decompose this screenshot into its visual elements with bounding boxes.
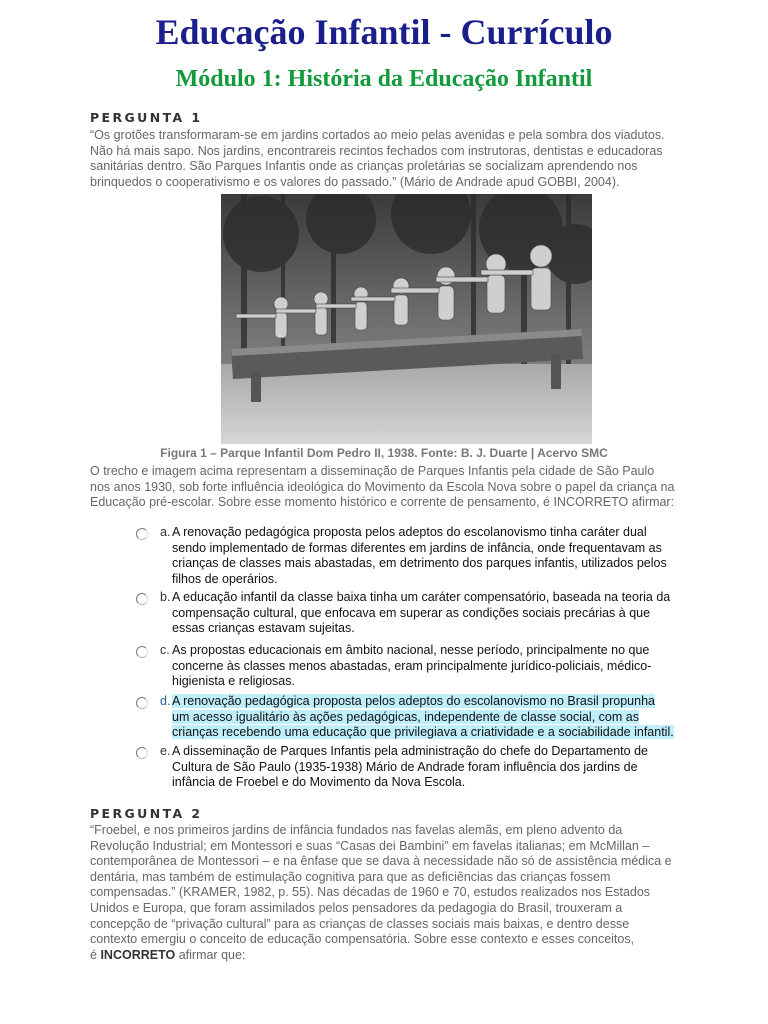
- radio-button-icon[interactable]: [136, 747, 148, 759]
- option-line: higienista e religiosas.: [172, 674, 295, 689]
- quote-line: Não há mais sapo. Nos jardins, encontrareis recintos fechados com instrutoras, dentistas e educadoras: [90, 143, 663, 158]
- option-line: filhos de operários.: [172, 571, 278, 586]
- quote-line: sanitárias dentro. São Parques Infantis onde as crianças proletárias se socializam aprendendo nos: [90, 159, 638, 174]
- option-a[interactable]: [136, 525, 696, 589]
- text-line-final: [90, 948, 690, 964]
- option-line: compensação cultural, que enfocava em superar as condições sociais precárias à que: [172, 605, 651, 620]
- option-letter: a.: [160, 525, 171, 539]
- option-letter: e.: [160, 744, 171, 758]
- option-line: A renovação pedagógica proposta pelos adeptos do escolanovismo no Brasil propunha: [172, 694, 655, 708]
- question-1-quote: [90, 128, 690, 190]
- option-text: [172, 525, 692, 587]
- text-line: compensadas.” (KRAMER, 1982, p. 55). Nas décadas de 1960 e 70, estudos realizados nos Estados: [90, 885, 651, 900]
- text-prefix: é: [90, 947, 97, 962]
- radio-button-icon[interactable]: [136, 593, 148, 605]
- option-text-highlighted: [172, 694, 692, 741]
- text-line: “Froebel, e nos primeiros jardins de infância fundados nas favelas alemãs, em pleno advento da: [90, 823, 623, 837]
- question-2-text: [90, 823, 690, 963]
- option-line: sendo implementado de formas diferentes em jardins de infância, onde frequentavam as: [172, 540, 662, 555]
- text-suffix: afirmar que:: [178, 947, 246, 962]
- text-line: contexto emergiu o conceito de educação compensatória. Sobre esse contexto e esses conceitos,: [90, 932, 635, 947]
- option-line: crianças recebendo uma educação que privilegiava a criatividade e a sociabilidade infantil.: [172, 725, 674, 740]
- radio-button-icon[interactable]: [136, 528, 148, 540]
- option-line: crianças de classes mais abastadas, em detrimento dos parques infantis, utilizados pelos: [172, 556, 667, 571]
- question-1-statement: [90, 464, 690, 511]
- radio-button-icon[interactable]: [136, 646, 148, 658]
- question-1-heading: PERGUNTA 1: [90, 110, 203, 125]
- quote-line: “Os grotões transformaram-se em jardins cortados ao meio pelas avenidas e pela sombra dos viadutos.: [90, 128, 665, 142]
- option-letter: c.: [160, 643, 170, 657]
- option-line: A educação infantil da classe baixa tinha um caráter compensatório, baseada na teoria da: [172, 590, 671, 604]
- option-e[interactable]: [136, 744, 696, 792]
- question-2-heading: PERGUNTA 2: [90, 806, 203, 821]
- module-title: Módulo 1: História da Educação Infantil: [175, 66, 593, 92]
- emphasis-incorreto: INCORRETO: [100, 947, 176, 962]
- option-line: As propostas educacionais em âmbito nacional, nesse período, principalmente no que: [172, 643, 650, 657]
- option-line: essas crianças estavam sujeitas.: [172, 621, 355, 636]
- text-line: Unidos e Europa, que foram assimilados pelos pensadores da pedagogia do Brasil, trouxeram a: [90, 900, 623, 915]
- option-d[interactable]: [136, 694, 696, 742]
- text-line: contemporânea de Montessori – e na ênfase que se dava à necessidade não só de assistência médica e: [90, 854, 672, 869]
- option-letter: b.: [160, 590, 171, 604]
- quote-line: brinquedos o cooperativismo e os valores do passado.” (Mário de Andrade apud GOBBI, 2004).: [90, 174, 620, 189]
- option-text: [172, 643, 692, 690]
- option-text: [172, 590, 692, 637]
- text-line: concepção de “privação cultural” para as crianças de classes sociais mais baixas, e dentro desse: [90, 916, 630, 931]
- option-line: A renovação pedagógica proposta pelos adeptos do escolanovismo tinha caráter dual: [172, 525, 647, 539]
- radio-button-icon[interactable]: [136, 697, 148, 709]
- photo-illustration: [221, 194, 592, 444]
- text-line: Revolução Industrial; em Montessori e suas “Casas dei Bambini” em favelas italianas; em McMillan –: [90, 838, 650, 853]
- historical-photo: [221, 194, 592, 444]
- option-c[interactable]: [136, 643, 696, 691]
- statement-line: nos anos 1930, sob forte influência ideológica do Movimento da Escola Nova sobre o papel da criança na: [90, 479, 675, 494]
- figure-caption: Figura 1 – Parque Infantil Dom Pedro II, 1938. Fonte: B. J. Duarte | Acervo SMC: [160, 446, 608, 460]
- page-title: Educação Infantil - Currículo: [155, 12, 613, 52]
- text-line: dentária, mas também de estimulação cognitiva para que as deficiências das crianças fossem: [90, 869, 611, 884]
- option-line: concerne às classes menos abastadas, eram principalmente jurídico-policiais, médico-: [172, 658, 652, 673]
- option-letter: d.: [160, 694, 171, 708]
- option-b[interactable]: [136, 590, 696, 638]
- option-text: [172, 744, 692, 791]
- option-line: A disseminação de Parques Infantis pela administração do chefe do Departamento de: [172, 744, 648, 758]
- statement-line: O trecho e imagem acima representam a disseminação de Parques Infantis pela cidade de São Paulo: [90, 464, 655, 478]
- statement-line: Educação pré-escolar. Sobre esse momento histórico e corrente de pensamento, é INCORRETO afirmar:: [90, 495, 675, 510]
- option-line: Cultura de São Paulo (1935-1938) Mário de Andrade foram influência dos jardins de: [172, 759, 638, 774]
- option-line: infância de Froebel e do Movimento da Nova Escola.: [172, 775, 466, 790]
- option-line: um acesso igualitário às ações pedagógicas, independente de classe social, com as: [172, 709, 639, 724]
